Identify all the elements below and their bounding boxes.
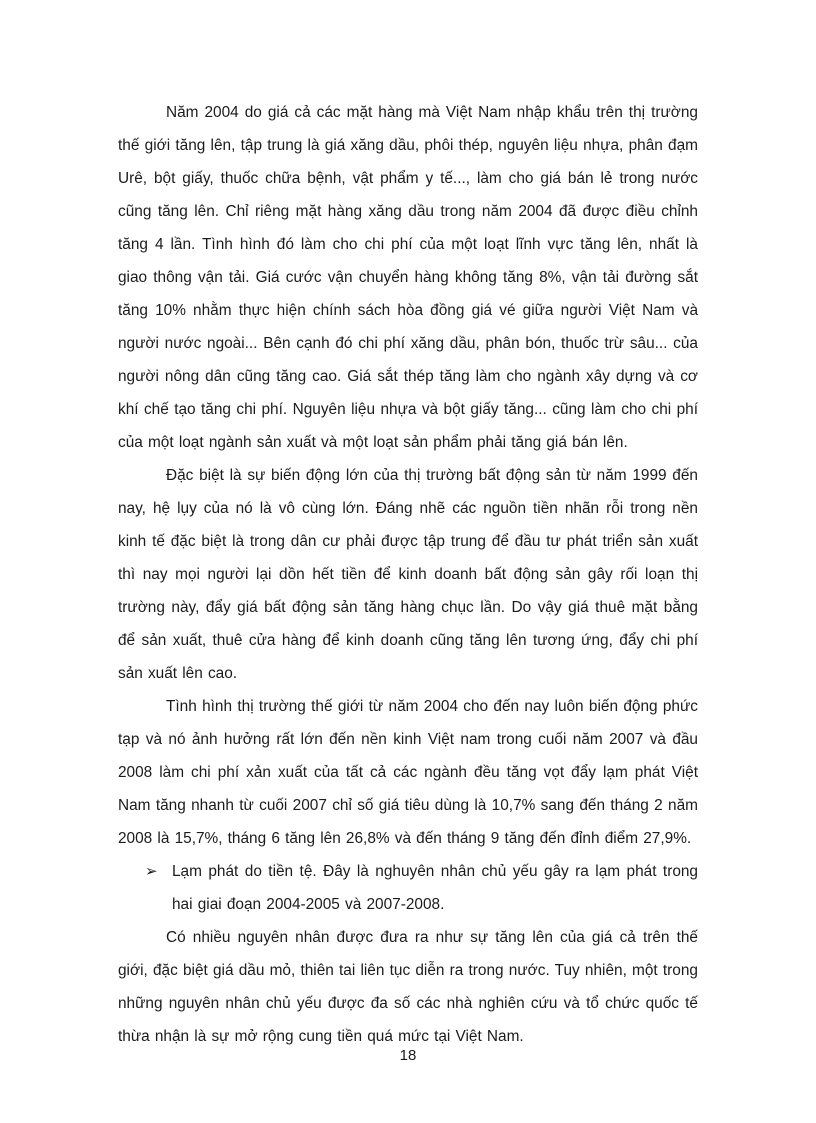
bullet-list: [118, 855, 698, 921]
page-number: 18: [399, 1047, 417, 1064]
page-body-text: [118, 96, 698, 1053]
bullet-list-item-text: Lạm phát do tiền tệ. Đây là nghuyên nhân chủ yếu gây ra lạm phát trong hai giai đoạn 2004-2005 và 2007-2008.: [172, 863, 698, 913]
arrowhead-bullet-icon: ➢: [145, 863, 158, 880]
paragraph-4: Có nhiều nguyên nhân được đưa ra như sự tăng lên của giá cả trên thế giới, đặc biệt giá dầu mỏ, thiên tai liên tục diễn ra trong nước. Tuy nhiên, một trong những nguyên nhân chủ yếu được đa số các nhà nghiên cứu và tổ chức quốc tế thừa nhận là sự mở rộng cung tiền quá mức tại Việt Nam.: [118, 929, 698, 1045]
bullet-list-item: [118, 855, 698, 921]
paragraph-3: Tình hình thị trường thế giới từ năm 2004 cho đến nay luôn biến động phức tạp và nó ảnh hưởng rất lớn đến nền kinh Việt nam trong cuối năm 2007 và đầu 2008 làm chi phí xản xuất của tất cả các ngành đều tăng vọt đẩy lạm phát Việt Nam tăng nhanh từ cuối 2007 chỉ số giá tiêu dùng là 10,7% sang đến tháng 2 năm 2008 là 15,7%, tháng 6 tăng lên 26,8% và đến tháng 9 tăng đến đỉnh điểm 27,9%.: [118, 698, 698, 847]
paragraph-1: Năm 2004 do giá cả các mặt hàng mà Việt Nam nhập khẩu trên thị trường thế giới tăng lên, tập trung là giá xăng dầu, phôi thép, nguyên liệu nhựa, phân đạm Urê, bột giấy, thuốc chữa bệnh, vật phẩm y tế..., làm cho giá bán lẻ trong nước cũng tăng lên. Chỉ riêng mặt hàng xăng dầu trong năm 2004 đã được điều chỉnh tăng 4 lần. Tình hình đó làm cho chi phí của một loạt lĩnh vực tăng lên, nhất là giao thông vận tải. Giá cước vận chuyển hàng không tăng 8%, vận tải đường sắt tăng 10% nhằm thực hiện chính sách hòa đồng giá vé giữa người Việt Nam và người nước ngoài... Bên cạnh đó chi phí xăng dầu, phân bón, thuốc trừ sâu... của người nông dân cũng tăng cao. Giá sắt thép tăng làm cho ngành xây dựng và cơ khí chế tạo tăng chi phí. Nguyên liệu nhựa và bột giấy tăng... cũng làm cho chi phí của một loạt ngành sản xuất và một loạt sản phẩm phải tăng giá bán lên.: [118, 104, 698, 451]
paragraph-2: Đặc biệt là sự biến động lớn của thị trường bất động sản từ năm 1999 đến nay, hệ lụy của nó là vô cùng lớn. Đáng nhẽ các nguồn tiền nhãn rỗi trong nền kinh tế đặc biệt là trong dân cư phải được tập trung để đầu tư phát triển sản xuất thì nay mọi người lại dồn hết tiền để kinh doanh bất động sản gây rối loạn thị trường này, đẩy giá bất động sản tăng hàng chục lần. Do vậy giá thuê mặt bằng để sản xuất, thuê cửa hàng để kinh doanh cũng tăng lên tương ứng, đẩy chi phí sản xuất lên cao.: [118, 467, 698, 682]
